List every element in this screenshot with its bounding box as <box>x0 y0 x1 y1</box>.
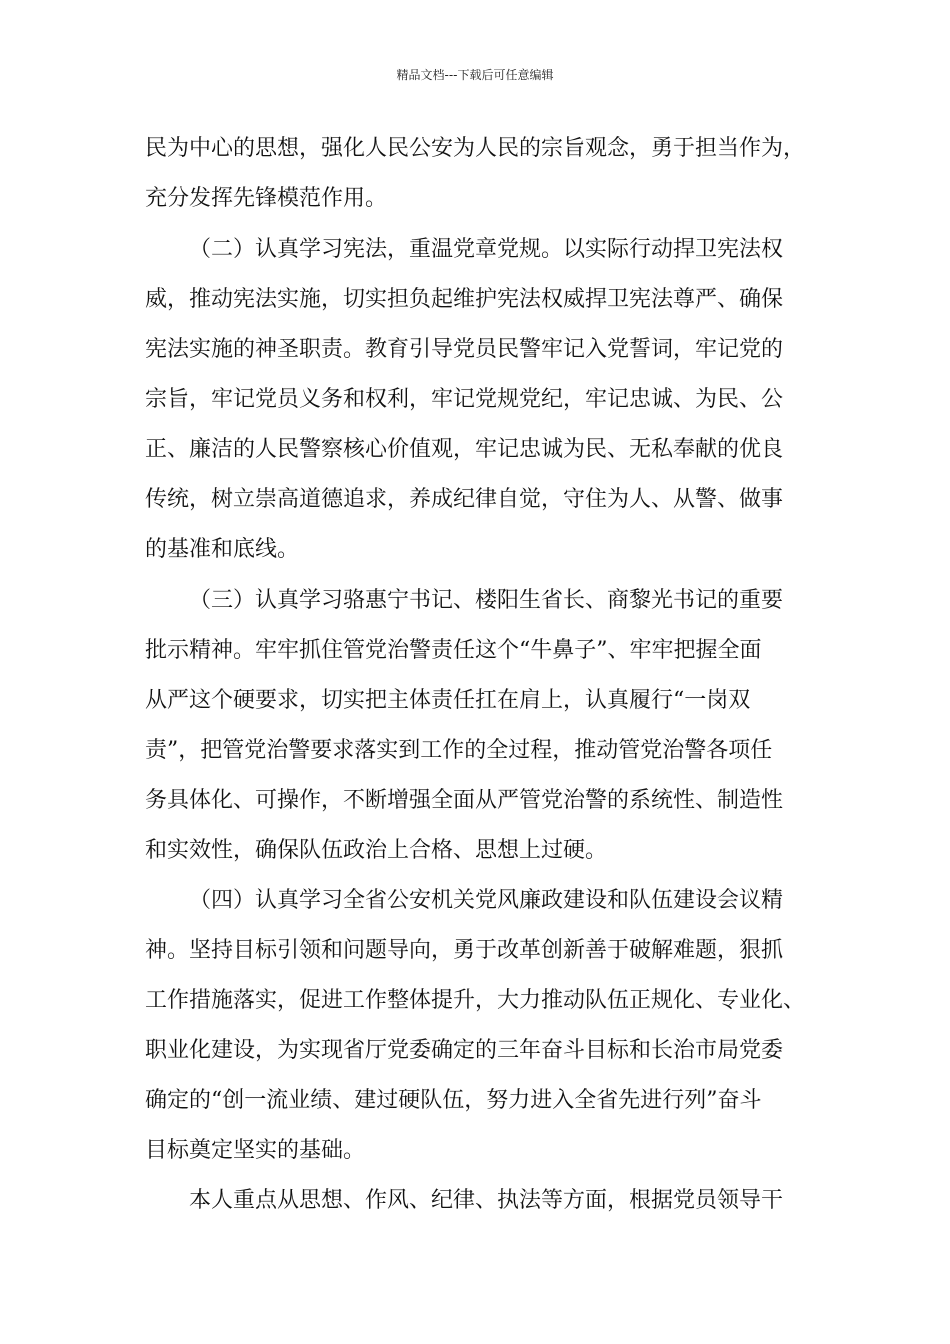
text-line: 从严这个硬要求，切实把主体责任扛在肩上，认真履行“一岗双 <box>145 688 751 713</box>
text-line: 工作措施落实，促进工作整体提升，大力推动队伍正规化、专业化、 <box>145 988 806 1013</box>
text-line: 传统，树立崇高道德追求，养成纪律自觉，守住为人、从警、做事 <box>145 487 784 512</box>
text-line: 宪法实施的神圣职责。教育引导党员民警牢记入党誓词，牢记党的 <box>145 337 784 362</box>
text-line: 批示精神。牢牢抓住管党治警责任这个“牛鼻子”、牢牢把握全面 <box>145 638 762 663</box>
paragraph-start: 本人重点从思想、作风、纪律、执法等方面，根据党员领导干 <box>189 1188 784 1213</box>
paragraph-start: （四）认真学习全省公安机关党风廉政建设和队伍建设会议精 <box>189 888 784 913</box>
page-header: 精品文档---下载后可任意编辑 <box>396 68 554 82</box>
text-line: 务具体化、可操作，不断增强全面从严管党治警的系统性、制造性 <box>145 788 784 813</box>
text-line: 责”，把管党治警要求落实到工作的全过程，推动管党治警各项任 <box>145 738 773 763</box>
text-line: 正、廉洁的人民警察核心价值观，牢记忠诚为民、无私奉献的优良 <box>145 437 784 462</box>
text-line: 确定的“创一流业绩、建过硬队伍，努力进入全省先进行列”奋斗 <box>145 1088 762 1113</box>
text-line: 和实效性，确保队伍政治上合格、思想上过硬。 <box>145 838 608 863</box>
paragraph-start: （三）认真学习骆惠宁书记、楼阳生省长、商黎光书记的重要 <box>189 588 784 613</box>
text-line: 神。坚持目标引领和问题导向，勇于改革创新善于破解难题，狠抓 <box>145 938 784 963</box>
paragraph-start: （二）认真学习宪法，重温党章党规。以实际行动捍卫宪法权 <box>189 237 784 262</box>
text-line: 充分发挥先锋模范作用。 <box>145 186 388 211</box>
text-line: 民为中心的思想，强化人民公安为人民的宗旨观念，勇于担当作为， <box>145 136 806 161</box>
text-line: 威，推动宪法实施，切实担负起维护宪法权威捍卫宪法尊严、确保 <box>145 287 784 312</box>
text-line: 目标奠定坚实的基础。 <box>145 1138 366 1163</box>
text-line: 职业化建设，为实现省厅党委确定的三年奋斗目标和长治市局党委 <box>145 1038 784 1063</box>
text-line: 的基准和底线。 <box>145 537 300 562</box>
text-line: 宗旨，牢记党员义务和权利，牢记党规党纪，牢记忠诚、为民、公 <box>145 387 784 412</box>
